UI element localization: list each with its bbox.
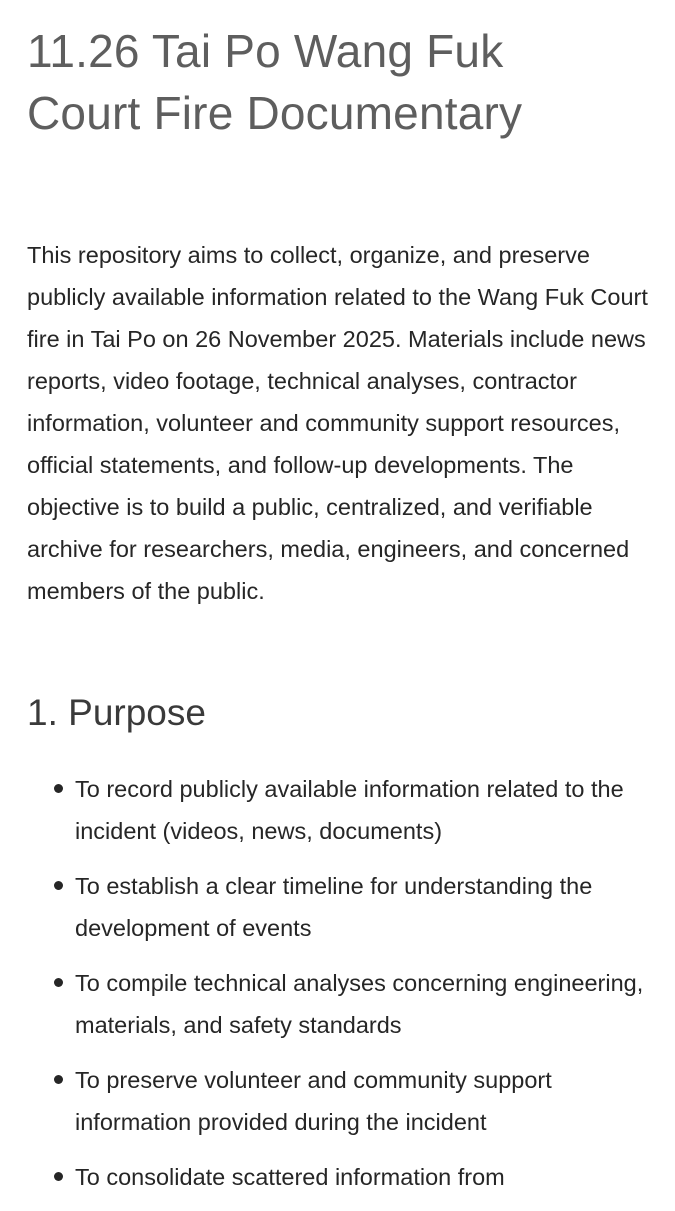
list-item [27,1156,657,1198]
list-item [27,865,657,949]
page-title-line-2: Court Fire Documentary [27,87,523,139]
bullet-icon [54,1172,63,1181]
purpose-list [27,768,657,1198]
page-title [27,20,657,144]
bullet-icon [54,881,63,890]
list-item-text: To establish a clear timeline for understanding the development of events [75,873,593,941]
list-item-text: To compile technical analyses concerning engineering, materials, and safety standards [75,970,644,1038]
bullet-icon [54,1075,63,1084]
intro-paragraph: This repository aims to collect, organize, and preserve publicly available information related to the Wang Fuk Court fire in Tai Po on 26 November 2025. Materials include news reports, video footage, technical analyses, contractor information, volunteer and community support resources, official statements, and follow-up developments. The objective is to build a public, centralized, and verifiable archive for researchers, media, engineers, and concerned members of the public. [27,242,648,604]
section-heading-purpose: 1. Purpose [27,692,206,733]
bullet-icon [54,784,63,793]
list-item [27,962,657,1046]
list-item-text: To consolidate scattered information from [75,1164,505,1190]
list-item [27,768,657,852]
list-item-text: To record publicly available information related to the incident (videos, news, documents) [75,776,624,844]
list-item-text: To preserve volunteer and community support information provided during the incident [75,1067,552,1135]
list-item [27,1059,657,1143]
bullet-icon [54,978,63,987]
page-title-line-1: 11.26 Tai Po Wang Fuk [27,25,504,77]
document-page [27,0,657,1211]
